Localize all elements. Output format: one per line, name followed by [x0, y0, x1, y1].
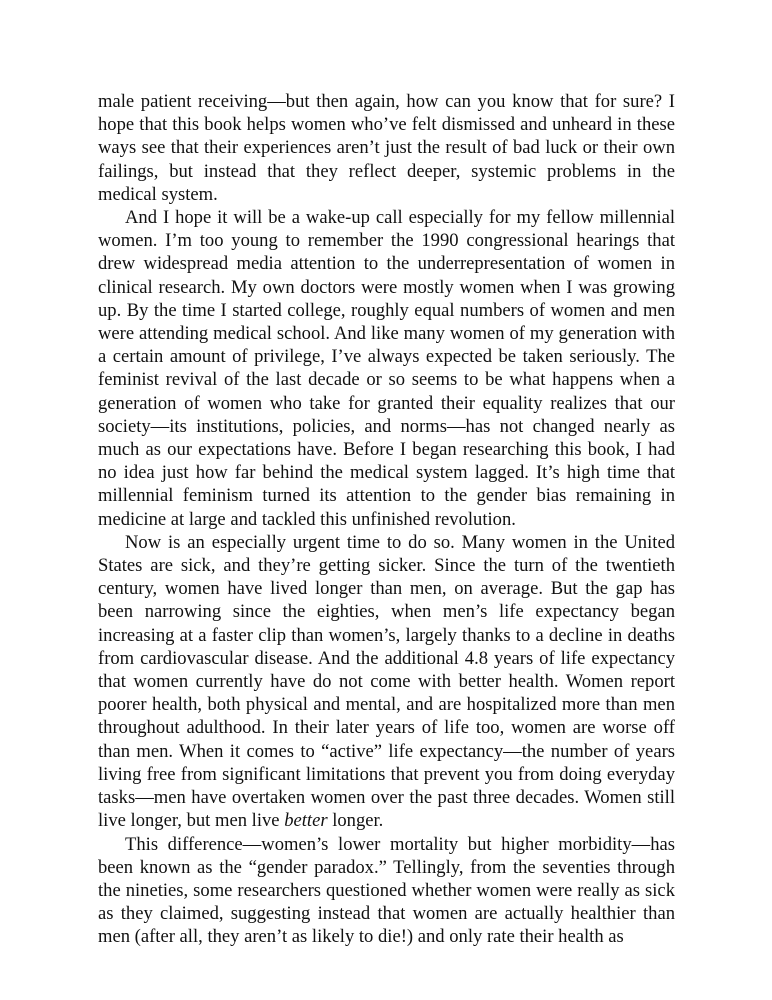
paragraph-1: male patient receiving—but then again, how can you know that for sure? I hope that this book helps women who’ve felt dismissed and unheard in these ways see that their experiences aren’t just the result of bad luck or their own failings, but instead that they reflect deeper, systemic problems in the medical system. — [98, 91, 675, 205]
paragraph-3 — [98, 531, 675, 833]
paragraph-3-text: Now is an especially urgent time to do so. Many women in the United States are sick, and they’re getting sicker. Since the turn of the twentieth century, women have lived longer than men, on average. But the gap has been narrowing since the eighties, when men’s life expectancy began increasing at a faster clip than women’s, largely thanks to a decline in deaths from cardiovascular disease. And the additional 4.8 years of life expectancy that women currently have do not come with better health. Women report poorer health, both physical and mental, and are hospitalized more than men throughout adulthood. In their later years of life too, women are worse off than men. When it comes to “active” life expectancy—the number of years living free from significant limitations that prevent you from doing everyday tasks—men have overtaken women over the past three decades. Women still live longer, but men live — [98, 531, 675, 832]
paragraph-3-end: longer. — [327, 810, 384, 832]
book-page — [98, 90, 675, 949]
paragraph-4: This difference—women’s lower mortality but higher morbidity—has been known as the “gender paradox.” Tellingly, from the seventies through the nineties, some researchers questioned whether women were really as sick as they claimed, suggesting instead that women are actually healthier than men (after all, they aren’t as likely to die!) and only rate their health as — [98, 833, 675, 948]
paragraph-2: And I hope it will be a wake-up call especially for my fellow millennial women. I’m too young to remember the 1990 congressional hearings that drew widespread media attention to the underrepresentation of women in clinical research. My own doctors were mostly women when I was growing up. By the time I started college, roughly equal numbers of women and men were attending medical school. And like many women of my generation with a certain amount of privilege, I’ve always expected be taken seriously. The feminist revival of the last decade or so seems to be what happens when a generation of women who take for granted their equality realizes that our society—its institutions, policies, and norms—has not changed nearly as much as our expectations have. Before I began researching this book, I had no idea just how far behind the medical system lagged. It’s high time that millennial feminism turned its attention to the gender bias remaining in medicine at large and tackled this unfinished revolution. — [98, 207, 675, 530]
emphasis-better: better — [284, 810, 328, 832]
